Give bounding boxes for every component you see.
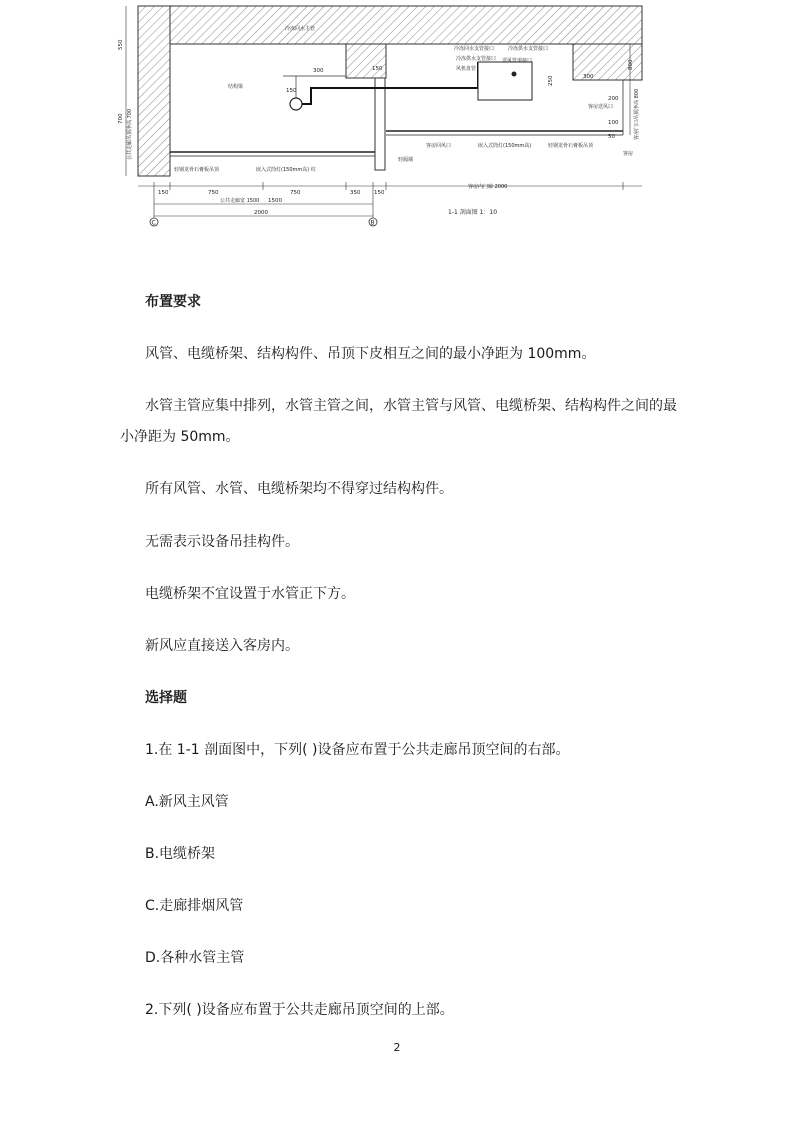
label-cold-return-branch: 冷冻回水支管接口 — [454, 46, 495, 52]
axis-markers — [150, 218, 377, 227]
label-guest-room: 客房 — [623, 151, 634, 157]
label-cold-return-main: 冷冻回水主管 — [285, 26, 316, 32]
question-1: 1.在 1-1 剖面图中，下列( )设备应布置于公共走廊吊顶空间的右部。 — [145, 742, 570, 758]
figure-title: 1-1 剖面图 1：10 — [448, 209, 498, 216]
label-room-side: 客房送风口 — [588, 104, 614, 110]
question-2: 2.下列( )设备应布置于公共走廊吊顶空间的上部。 — [145, 1002, 454, 1018]
label-fresh-air-branch: 送风管道接口 — [502, 58, 533, 64]
dim-200: 200 — [608, 96, 619, 102]
left-wall — [138, 6, 170, 176]
dim-150d: 150 — [286, 88, 297, 94]
question-1-option-d: D.各种水管主管 — [145, 950, 245, 966]
dim-350: 350 — [350, 190, 361, 196]
label-fan-coil: 风机盘管 — [456, 66, 477, 72]
structure — [138, 6, 642, 176]
dim-550: 550 — [118, 39, 124, 50]
label-ceiling-right: 轻钢龙骨石膏板吊顶 — [548, 143, 594, 149]
axis-b: B — [370, 219, 375, 227]
requirement-3: 所有风管、水管、电缆桥架均不得穿过结构构件。 — [145, 481, 453, 497]
dim-300b: 300 — [583, 74, 594, 80]
label-partition: 轻隔墙 — [398, 157, 414, 163]
dim-750b: 750 — [290, 190, 301, 196]
choice-title: 选择题 — [145, 690, 187, 706]
dim-700: 700 — [118, 113, 124, 124]
requirement-1: 风管、电缆桥架、结构构件、吊顶下皮相互之间的最小净距为 100mm。 — [145, 346, 596, 362]
dim-750a: 750 — [208, 190, 219, 196]
requirement-6: 新风应直接送入客房内。 — [145, 638, 299, 654]
dim-250: 250 — [548, 75, 554, 86]
label-embedded-light-pillar: 嵌入式筒灯(150mm高) 柱 — [256, 167, 316, 173]
cold-return-main-pipe — [290, 98, 302, 110]
dim-50: 50 — [608, 134, 615, 140]
label-room-door: 客房内门廊 2000 — [468, 184, 508, 190]
question-1-option-c: C.走廊排烟风管 — [145, 898, 244, 914]
requirement-4: 无需表示设备吊挂构件。 — [145, 534, 299, 550]
dim-2000: 2000 — [254, 210, 268, 216]
label-beam: 结构梁 — [228, 84, 244, 90]
page-number: 2 — [393, 1041, 401, 1054]
label-corridor-width: 公共走廊宽 1500 — [220, 198, 260, 204]
label-room-return: 客房回风口 — [426, 143, 452, 149]
label-corridor-height: 公共走廊吊顶净高 700 — [127, 108, 133, 160]
requirement-2: 水管主管应集中排列，水管主管之间，水管主管与风管、电缆桥架、结构构件之间的最小净距为 50mm。 — [120, 398, 677, 445]
partition-column — [375, 78, 385, 170]
structural-beam — [346, 44, 386, 78]
section-drawing — [118, 0, 646, 228]
top-slab — [170, 6, 642, 44]
requirements-title: 布置要求 — [145, 294, 201, 310]
label-ceiling-left: 轻钢龙骨石膏板吊顶 — [174, 167, 220, 173]
question-1-option-b: B.电缆桥架 — [145, 846, 216, 862]
requirement-5: 电缆桥架不宜设置于水管正下方。 — [145, 586, 355, 602]
dim-1500: 1500 — [268, 198, 282, 204]
dim-150b: 150 — [374, 190, 385, 196]
dim-300a: 300 — [313, 68, 324, 74]
fan-coil-unit — [478, 62, 532, 100]
dim-800: 800 — [628, 59, 634, 70]
label-embedded-light: 嵌入式筒灯(150mm高) — [478, 143, 532, 149]
dim-150a: 150 — [158, 190, 169, 196]
label-room-height: 客房门口吊顶净高 800 — [634, 88, 640, 140]
axis-c: C — [151, 219, 156, 227]
dim-150c: 150 — [372, 66, 383, 72]
label-cold-supply-branch-a: 冷冻供水支管接口 — [508, 46, 549, 52]
label-cold-supply-branch-b: 冷冻供水支管接口 — [456, 56, 497, 62]
question-1-option-a: A.新风主风管 — [145, 794, 229, 810]
dim-100: 100 — [608, 120, 619, 126]
